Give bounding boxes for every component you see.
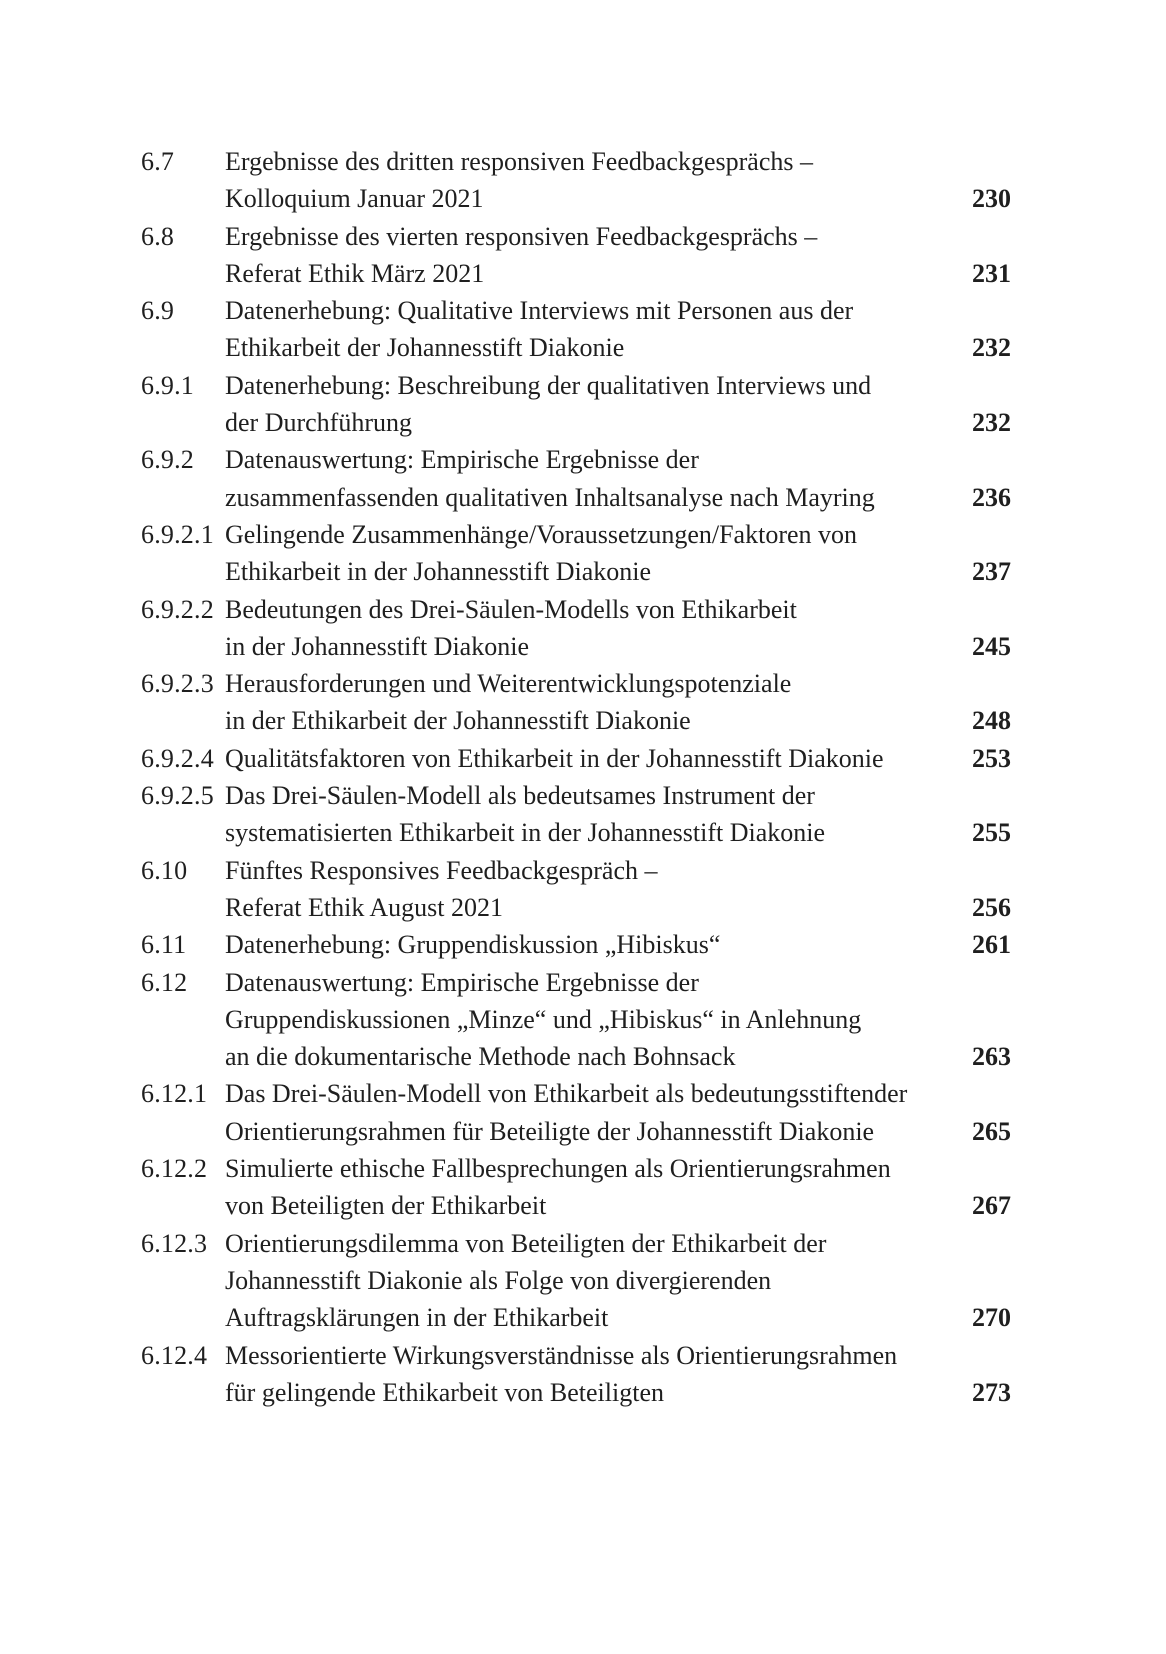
- title-line: Datenerhebung: Gruppendiskussion „Hibiskus“: [225, 930, 721, 960]
- section-title: [225, 143, 941, 218]
- section-number: 6.8: [141, 221, 175, 251]
- section-title: [225, 591, 941, 666]
- page-number: 270: [972, 1303, 1011, 1333]
- page-number: 231: [972, 258, 1011, 288]
- toc-entry[interactable]: [141, 143, 1011, 218]
- section-number: 6.10: [141, 855, 188, 885]
- toc-entry[interactable]: [141, 591, 1011, 666]
- title-line: in der Johannesstift Diakonie: [225, 631, 529, 661]
- section-title: [225, 926, 941, 963]
- section-number: 6.9.2.2: [141, 594, 214, 624]
- toc-entry[interactable]: [141, 964, 1011, 1076]
- section-number: 6.9.2.1: [141, 519, 214, 549]
- title-line: Orientierungsdilemma von Beteiligten der Ethikarbeit der: [225, 1228, 827, 1258]
- section-number: 6.9.2.4: [141, 743, 214, 773]
- page-number: 253: [972, 743, 1011, 773]
- page-number: 273: [972, 1377, 1011, 1407]
- section-number: 6.12: [141, 967, 188, 997]
- table-of-contents: [141, 143, 1011, 1411]
- title-line: Gruppendiskussionen „Minze“ und „Hibiskus“ in Anlehnung: [225, 1004, 862, 1034]
- title-line: Das Drei-Säulen-Modell von Ethikarbeit als bedeutungsstiftender: [225, 1079, 908, 1109]
- section-title: [225, 367, 941, 442]
- section-number: 6.12.4: [141, 1340, 208, 1370]
- title-line: für gelingende Ethikarbeit von Beteiligten: [225, 1377, 664, 1407]
- page-number: 248: [972, 706, 1011, 736]
- section-title: [225, 516, 941, 591]
- section-number: 6.12.2: [141, 1154, 208, 1184]
- section-title: [225, 1225, 941, 1337]
- page-number: 232: [972, 333, 1011, 363]
- section-number: 6.12.1: [141, 1079, 208, 1109]
- section-number: 6.11: [141, 930, 187, 960]
- page-number: 256: [972, 892, 1011, 922]
- toc-entry[interactable]: [141, 218, 1011, 293]
- title-line: der Durchführung: [225, 408, 412, 438]
- title-line: Bedeutungen des Drei-Säulen-Modells von Ethikarbeit: [225, 594, 797, 624]
- title-line: an die dokumentarische Methode nach Bohnsack: [225, 1042, 736, 1072]
- page-number: 245: [972, 631, 1011, 661]
- section-number: 6.12.3: [141, 1228, 208, 1258]
- title-line: Ergebnisse des dritten responsiven Feedbackgesprächs –: [225, 147, 813, 176]
- toc-entry[interactable]: [141, 1225, 1011, 1337]
- section-number: 6.9.2.5: [141, 781, 214, 811]
- section-title: [225, 441, 941, 516]
- title-line: Referat Ethik August 2021: [225, 892, 504, 922]
- title-line: Ethikarbeit der Johannesstift Diakonie: [225, 333, 625, 363]
- page-number: 237: [972, 557, 1011, 587]
- page-number: 236: [972, 482, 1011, 512]
- toc-entry[interactable]: [141, 292, 1011, 367]
- section-title: [225, 218, 941, 293]
- toc-entry[interactable]: [141, 852, 1011, 927]
- toc-entry[interactable]: [141, 441, 1011, 516]
- page-number: 263: [972, 1042, 1011, 1072]
- section-title: [225, 1337, 941, 1412]
- toc-entry[interactable]: [141, 367, 1011, 442]
- section-title: [225, 777, 941, 852]
- title-line: Johannesstift Diakonie als Folge von divergierenden: [225, 1265, 772, 1295]
- title-line: Simulierte ethische Fallbesprechungen als Orientierungsrahmen: [225, 1154, 891, 1184]
- title-line: Auftragsklärungen in der Ethikarbeit: [225, 1303, 609, 1333]
- title-line: Das Drei-Säulen-Modell als bedeutsames Instrument der: [225, 781, 815, 811]
- toc-entry[interactable]: [141, 926, 1011, 963]
- toc-entry[interactable]: [141, 1150, 1011, 1225]
- title-line: Datenauswertung: Empirische Ergebnisse der: [225, 445, 699, 475]
- section-number: 6.9.2: [141, 445, 194, 475]
- toc-entry[interactable]: [141, 740, 1011, 777]
- title-line: systematisierten Ethikarbeit in der Johannesstift Diakonie: [225, 818, 826, 848]
- title-line: Datenauswertung: Empirische Ergebnisse der: [225, 967, 699, 997]
- title-line: Ethikarbeit in der Johannesstift Diakonie: [225, 557, 652, 587]
- section-title: [225, 1150, 941, 1225]
- title-line: Datenerhebung: Beschreibung der qualitativen Interviews und: [225, 370, 872, 400]
- title-line: Fünftes Responsives Feedbackgespräch –: [225, 855, 658, 885]
- toc-entry[interactable]: [141, 665, 1011, 740]
- section-number: 6.9: [141, 296, 175, 326]
- toc-entry[interactable]: [141, 777, 1011, 852]
- title-line: Gelingende Zusammenhänge/Voraussetzungen/Faktoren von: [225, 519, 858, 549]
- section-title: [225, 1075, 941, 1150]
- section-number: 6.7: [141, 147, 175, 176]
- section-title: [225, 964, 941, 1076]
- toc-entry[interactable]: [141, 1075, 1011, 1150]
- section-title: [225, 292, 941, 367]
- title-line: Kolloquium Januar 2021: [225, 184, 484, 214]
- title-line: Referat Ethik März 2021: [225, 258, 485, 288]
- page-number: 265: [972, 1116, 1011, 1146]
- page-number: 255: [972, 818, 1011, 848]
- title-line: Datenerhebung: Qualitative Interviews mit Personen aus der: [225, 296, 854, 326]
- toc-entry[interactable]: [141, 1337, 1011, 1412]
- title-line: Qualitätsfaktoren von Ethikarbeit in der Johannesstift Diakonie: [225, 743, 884, 773]
- title-line: zusammenfassenden qualitativen Inhaltsanalyse nach Mayring: [225, 482, 875, 512]
- title-line: Ergebnisse des vierten responsiven Feedbackgesprächs –: [225, 221, 818, 251]
- title-line: Orientierungsrahmen für Beteiligte der Johannesstift Diakonie: [225, 1116, 875, 1146]
- section-number: 6.9.1: [141, 370, 194, 400]
- page-number: 232: [972, 408, 1011, 438]
- page-number: 261: [972, 930, 1011, 960]
- section-title: [225, 665, 941, 740]
- page-number: 230: [972, 184, 1011, 214]
- section-number: 6.9.2.3: [141, 669, 214, 699]
- section-title: [225, 740, 941, 777]
- section-title: [225, 852, 941, 927]
- page-number: 267: [972, 1191, 1011, 1221]
- title-line: in der Ethikarbeit der Johannesstift Diakonie: [225, 706, 691, 736]
- title-line: von Beteiligten der Ethikarbeit: [225, 1191, 547, 1221]
- title-line: Messorientierte Wirkungsverständnisse als Orientierungsrahmen: [225, 1340, 898, 1370]
- title-line: Herausforderungen und Weiterentwicklungspotenziale: [225, 669, 792, 699]
- toc-entry[interactable]: [141, 516, 1011, 591]
